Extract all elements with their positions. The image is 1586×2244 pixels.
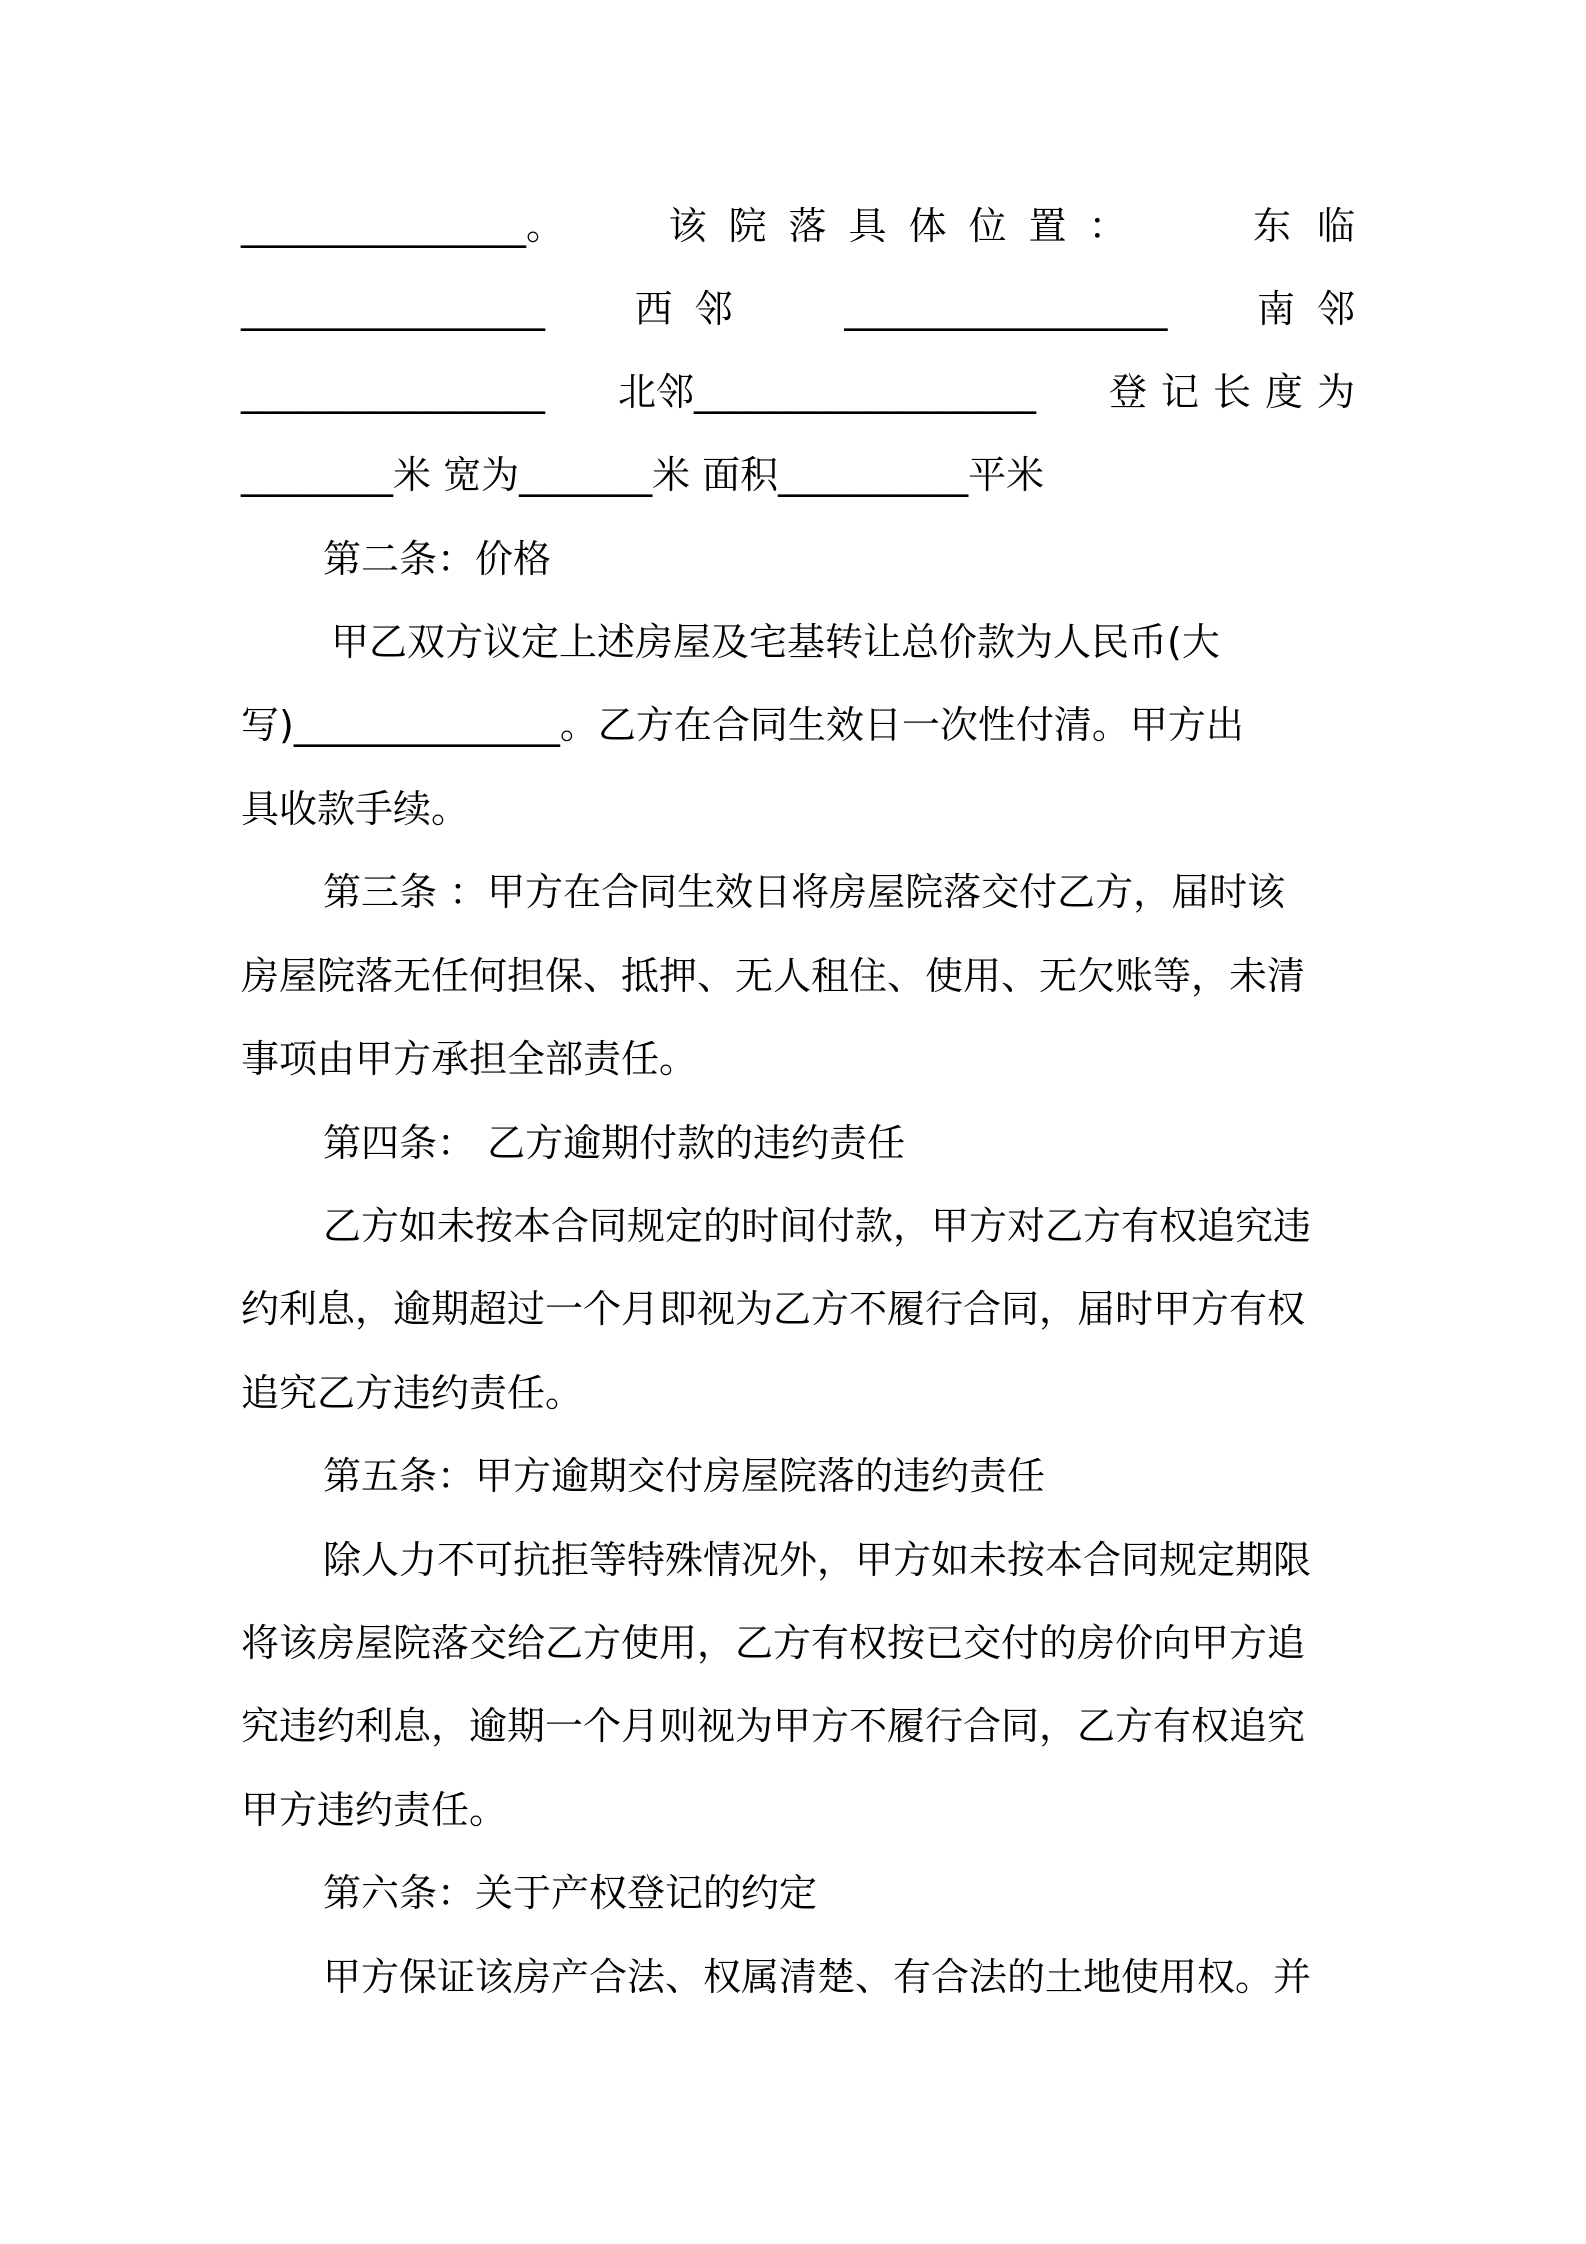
location-label: 该院落具体位置： xyxy=(668,204,1149,248)
blank-field: _________________ xyxy=(844,287,1168,331)
boundary-line-north-length xyxy=(241,357,1369,427)
south-label: 南邻 xyxy=(1256,287,1377,331)
paragraph-line: 将该房屋院落交给乙方使用，乙方有权按已交付的房价向甲方追 xyxy=(241,1621,1306,1665)
paragraph-line: 甲方违约责任。 xyxy=(241,1788,508,1832)
section-heading-5: 第五条：甲方逾期交付房屋院落的违约责任 xyxy=(323,1454,1046,1498)
section-heading-3: 第三条 ：甲方在合同生效日将房屋院落交付乙方，届时该 xyxy=(323,870,1286,914)
length-label: 登记长度为 xyxy=(1108,370,1369,414)
paragraph-line: 约利息，逾期超过一个月即视为乙方不履行合同，届时甲方有权 xyxy=(241,1287,1306,1331)
blank-field: ________________ xyxy=(241,287,545,331)
blank-field: _______________。 xyxy=(241,204,565,248)
paragraph-line: 事项由甲方承担全部责任。 xyxy=(241,1037,698,1081)
paragraph-line: 甲方保证该房产合法、权属清楚、有合法的土地使用权。并 xyxy=(323,1955,1312,1999)
section-heading-2: 第二条：价格 xyxy=(323,537,552,581)
paragraph-line: 具收款手续。 xyxy=(241,787,470,831)
section-heading-6: 第六条：关于产权登记的约定 xyxy=(323,1871,818,1915)
paragraph-line: 追究乙方违约责任。 xyxy=(241,1371,584,1415)
east-label: 东临 xyxy=(1252,204,1381,248)
paragraph-line: 写)______________。乙方在合同生效日一次性付清。甲方出 xyxy=(241,703,1244,747)
boundary-line-west-south xyxy=(241,274,1377,344)
paragraph-line: 房屋院落无任何担保、抵押、无人租住、使用、无欠账等，未清 xyxy=(241,954,1306,998)
west-label: 西邻 xyxy=(634,287,755,331)
paragraph-line: 乙方如未按本合同规定的时间付款，甲方对乙方有权追究违 xyxy=(323,1204,1312,1248)
blank-field: ________________ xyxy=(241,370,545,414)
location-line xyxy=(241,191,1381,261)
paragraph-line: 除人力不可抗拒等特殊情况外，甲方如未按本合同规定期限 xyxy=(323,1538,1312,1582)
paragraph-line: 究违约利息，逾期一个月则视为甲方不履行合同，乙方有权追究 xyxy=(241,1704,1306,1748)
section-heading-4: 第四条： 乙方逾期付款的违约责任 xyxy=(323,1121,906,1165)
dimension-line: ________米 宽为_______米 面积__________平米 xyxy=(241,453,1045,497)
paragraph-line: 甲乙双方议定上述房屋及宅基转让总价款为人民币(大 xyxy=(331,620,1220,664)
north-label: 北邻__________________ xyxy=(617,370,1036,414)
